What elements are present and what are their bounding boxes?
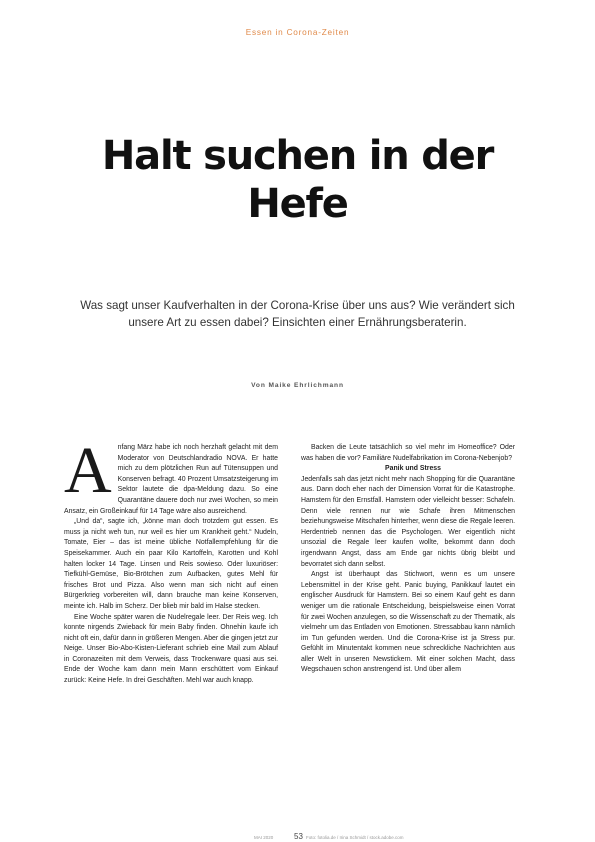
- left-column: [64, 434, 278, 687]
- page-number: 53: [294, 832, 303, 841]
- byline: Von Maike Ehrlichmann: [251, 382, 344, 389]
- paragraph-4: Backen die Leute tatsächlich so viel mehr im Homeoffice? Oder was haben die vor? Familiäre Nudelfabrikation im Corona-Nebenjob?: [301, 444, 515, 462]
- drop-cap: A: [64, 434, 112, 507]
- right-column: [301, 443, 515, 676]
- title-line-1: Halt suchen in der: [101, 133, 494, 179]
- article-subtitle: Was sagt unser Kaufverhalten in der Corona-Krise über uns aus? Wie verändert sich unsere Art zu essen dabei? Einsichten einer Ernährungsberaterin.: [80, 299, 515, 329]
- page-footer: [0, 833, 595, 842]
- paragraph-3: Eine Woche später waren die Nudelregale leer. Der Reis weg. Ich konnte nirgends Zwieback für mein Baby finden. Ohnehin kaufe ich nicht oft ein, dafür dann in größeren Mengen. Aber die gingen jetzt zur Neige. Unser Bio-Abo-Kisten-Lieferant schrieb eine Mail zum Ablauf in Coronazeiten mit dem Verweis, dass Trockenware quasi aus sei. Ende der Woche kam dann mein Mann erschüttert vom Einkauf zurück: Keine Hefe. In drei Geschäften. Mehl war auch knapp.: [64, 613, 278, 685]
- footer-issue: MAI 2020: [254, 835, 274, 840]
- photo-credit: Foto: fotolia.de / Irina Schmidt / stock.adobe.com: [306, 835, 404, 840]
- paragraph-6: Angst ist überhaupt das Stichwort, wenn es um unsere Lebensmittel in der Krise geht. Panic buying, Panikkauf lautet ein englischer Ausdruck für Hamstern. Bei so einem Kauf geht es dann weniger um die rationale Entscheidung, beispielsweise einen Vorrat für zwei Wochen anzulegen, so die Wissenschaft zu der Thematik, als vielmehr um das Entladen von Emotionen. Stressabbau kann nämlich im Tun gefunden werden. Und die Corona-Krise ist ja Stress pur. Gefühlt im Minutentakt kommen neue schreckliche Nachrichten aus aller Welt in unseren Newstickern. Mit einer solchen Macht, dass Wegschauen schon anstrengend ist. Und über allem: [301, 571, 515, 674]
- paragraph-1-text: nfang März habe ich noch herzhaft gelacht mit dem Moderator von Deutschlandradio NOVA. Er hatte mich zu dem plötzlichen Run auf Tütensuppen und Konserven befragt. 40 Prozent Umsatzsteigerung im Sektor lautete die dpa-Meldung dazu. So eine Quarantäne dauere doch nur zwei Wochen, so mein Ansatz, ein Großeinkauf für 14 Tage wäre also ausreichend.: [64, 444, 278, 515]
- paragraph-5: Jedenfalls sah das jetzt nicht mehr nach Shopping für die Quarantäne aus. Dann doch eher nach der Dimension Vorrat für die Katastrophe. Hamstern für den Ernstfall. Hamstern oder vielleicht besser: Schafeln. Denn viele rennen nur wie Schafe ihren Mitmenschen beziehungsweise Mitschafen hinterher, wenn diese die Regale leeren. Herdentrieb nennen das die Psychologen. Wer eigentlich nicht unsozial die Regale leer kaufen wollte, bekommt dann doch irgendwann Angst, dass am Ende gar nichts übrig bleibt und bevorratet sich dann selbst.: [301, 475, 515, 568]
- paragraph-1: [64, 434, 278, 517]
- section-subhead: Panik und Stress: [385, 465, 441, 473]
- kicker: Essen in Corona-Zeiten: [245, 28, 350, 37]
- title-line-2: Hefe: [247, 181, 348, 227]
- paragraph-2: „Und da“, sagte ich, „könne man doch trotzdem gut essen. Es muss ja nicht weh tun, nur weil es hier um Krankheit geht.“ Nudeln, Tomate, Eier – das ist meine übliche Notfallempfehlung für die Speisekammer. Auch ein paar Kilo Kartoffeln, Karotten und Kohl halten locker 14 Tage. Linsen und Reis sowieso. Oder luxuriöser: Tiefkühl-Gemüse, Bio-Brötchen zum Aufbacken, gutes Mehl für frisches Brot und Pizza. Also wenn man sich nicht auf einen Bürgerkrieg vorbereiten will, dann brauche man keine Konserven, meinte ich. Halb im Scherz. Der blieb mir bald im Halse stecken.: [64, 518, 278, 610]
- article-title: [0, 132, 595, 228]
